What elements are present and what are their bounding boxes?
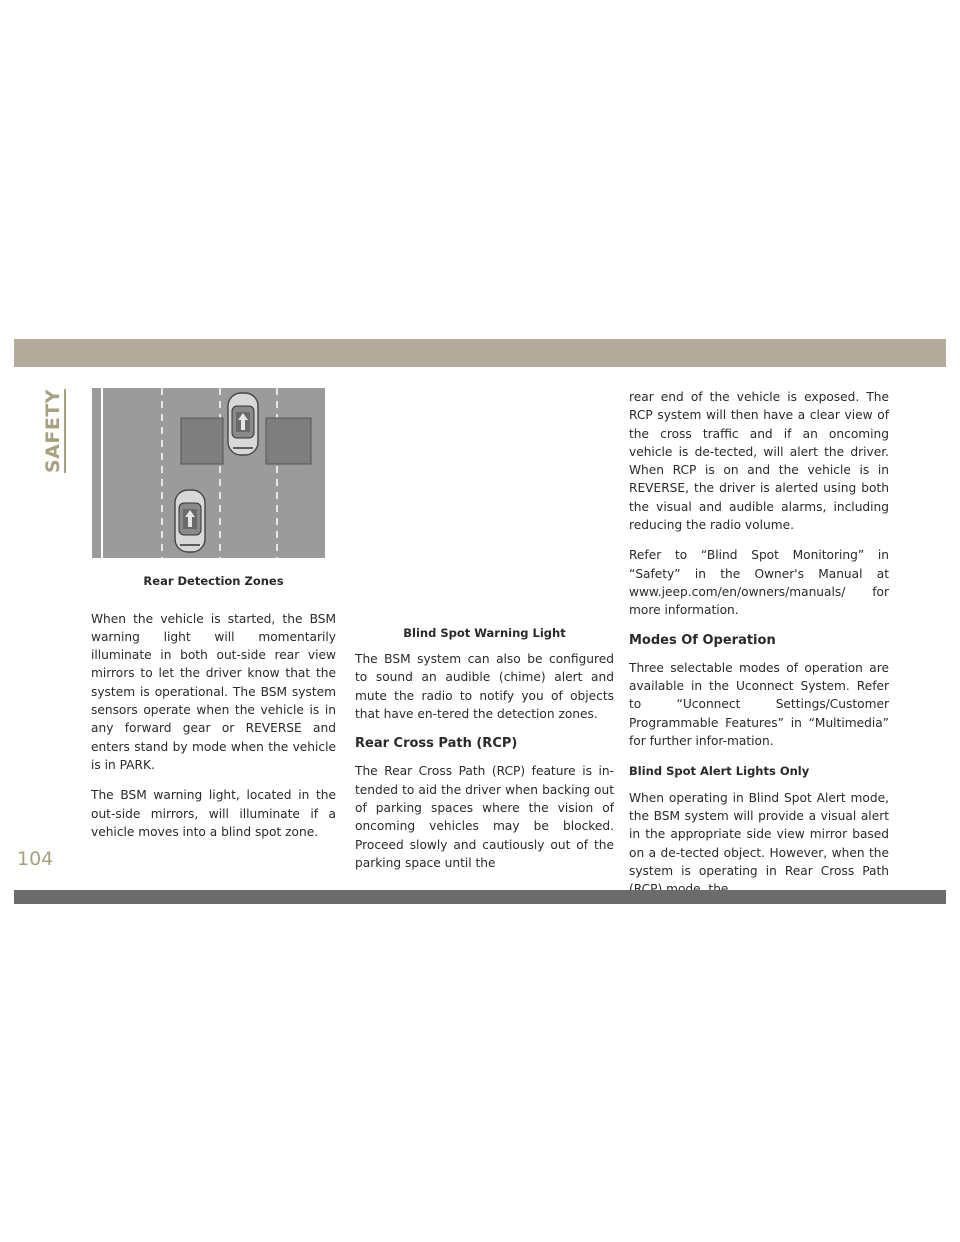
figure-caption: Rear Detection Zones [143,574,284,589]
column-2 [355,388,614,884]
paragraph: When the vehicle is started, the BSM warning light will momentarily illuminate in both out-side rear view mirrors to let the driver know that the system is operational. The BSM system sensors operate when the vehicle is in any forward gear or REVERSE and enters stand by mode when the vehicle is in PARK. [91,611,336,772]
page-number: 104 [17,848,54,870]
column-1 [91,388,336,853]
paragraph: Refer to “Blind Spot Monitoring” in “Safety” in the Owner's Manual at www.jeep.com/en/owners/manuals/ for more information. [629,548,889,618]
paragraph: rear end of the vehicle is exposed. The RCP system will then have a clear view of the cross traffic and if an oncoming vehicle is de-tected, will alert the driver. When RCP is on and the vehicle is in REVERSE, the driver is alerted using both the visual and audible alarms, including reducing the radio volume. [629,390,889,533]
header-band [14,339,946,367]
figure-caption: Blind Spot Warning Light [403,626,566,640]
paragraph: The BSM warning light, located in the out-side mirrors, will illuminate if a vehicle moves into a blind spot zone. [91,788,336,839]
lead-car-icon [228,393,258,455]
subheading: Blind Spot Alert Lights Only [629,764,810,779]
rear-detection-zones-illustration [92,388,325,558]
footer-band [14,890,946,904]
trailing-car-icon [175,490,205,552]
paragraph: The BSM system can also be configured to sound an audible (chime) alert and mute the radio to notify you of objects that have en-tered the detection zones. [355,652,614,721]
section-tab [28,388,80,474]
section-heading: Rear Cross Path (RCP) [355,736,518,752]
section-title: SAFETY [42,388,64,474]
paragraph: Three selectable modes of operation are available in the Uconnect System. Refer to “Uconnect Settings/Customer Programmable Features” in “Multimedia” for further infor-mation. [629,660,889,749]
blind-spot-warning-light-figure [355,388,614,640]
paragraph: The Rear Cross Path (RCP) feature is in-tended to aid the driver when backing out of parking spaces where the vision of oncoming vehicles may be blocked. Proceed slowly and cautiously out of the parking space until the [355,764,614,870]
rear-detection-zones-figure [91,388,336,591]
column-3 [629,388,889,910]
paragraph: When operating in Blind Spot Alert mode, the BSM system will provide a visual alert in the appropriate side view mirror based on a de-tected object. However, when the system is operating in Rear Cross Path [629,790,889,878]
section-heading: Modes Of Operation [629,632,776,648]
